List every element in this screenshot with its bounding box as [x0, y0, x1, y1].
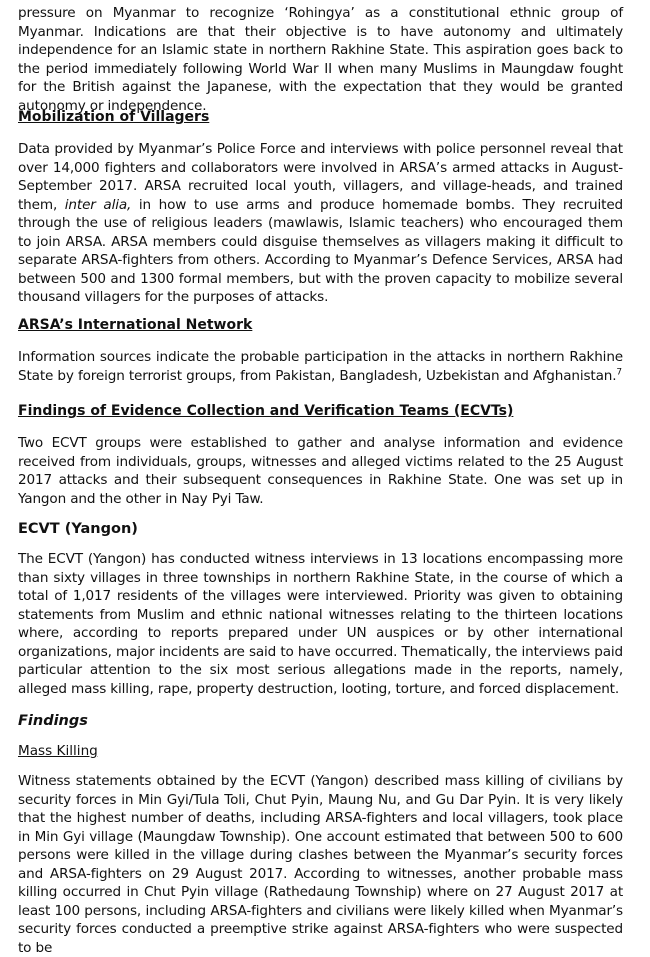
- network-paragraph: [18, 348, 623, 385]
- mass-killing-paragraph: Witness statements obtained by the ECVT (Yangon) described mass killing of civilians by security forces in Min Gyi/Tula Toli, Chut Pyin, Maung Nu, and Gu Dar Pyin. It is very likely that the highest number of deaths, including ARSA-fighters and local villagers, took place in Min Gyi village (Maungdaw Township). One account estimated that between 500 to 600 persons were killed in the village during clashes between the Myanmar’s security forces and ARSA-fighters on 29 August 2017. According to witnesses, another probable mass killing occurred in Chut Pyin village (Rathedaung Township) where on 27 August 2017 at least 100 persons, including ARSA-fighters and civilians were likely killed when Myanmar’s security forces conducted a preemptive strike against ARSA-fighters who were suspected to be: [18, 773, 623, 956]
- mass-killing-heading: Mass Killing: [18, 743, 98, 759]
- mobilization-italic: inter alia,: [64, 196, 132, 213]
- footnote-marker: 7: [616, 366, 622, 377]
- mobilization-text-2: in how to use arms and produce homemade bombs. They recruited through the use of religious leaders (mawlawis, Islamic teachers) who encouraged them to join ARSA. ARSA members could disguise themselves as villagers making it difficult to separate ARSA-fighters from others. According to Myanmar’s Defence Services, ARSA had between 500 and 1300 formal members, but with the proven capacity to mobilize several thousand villagers for the purposes of attacks.: [18, 196, 624, 305]
- ecvt-yangon-heading: ECVT (Yangon): [18, 521, 138, 537]
- ecvt-findings-heading: Findings of Evidence Collection and Verification Teams (ECVTs): [18, 403, 514, 419]
- intro-paragraph: pressure on Myanmar to recognize ‘Rohingya’ as a constitutional ethnic group of Myanmar. Indications are that their objective is to have autonomy and ultimately independence for an Islamic state in northern Rakhine State. This aspiration goes back to the period immediately following World War II when many Muslims in Maungdaw fought for the British against the Japanese, with the expectation that they would be granted autonomy or independence.: [18, 5, 623, 114]
- network-text: Information sources indicate the probable participation in the attacks in northern Rakhine State by foreign terrorist groups, from Pakistan, Bangladesh, Uzbekistan and Afghanistan.: [18, 349, 623, 384]
- mobilization-text-1: Data provided by Myanmar’s Police Force and interviews with police personnel reveal that over 14,000 fighters and collaborators were involved in ARSA’s armed attacks in August-September 2017. ARSA recruited local youth, villagers, and village-heads, and trained them,: [18, 141, 623, 213]
- findings-heading: Findings: [18, 713, 88, 729]
- ecvt-findings-paragraph: Two ECVT groups were established to gather and analyse information and evidence received from individuals, groups, witnesses and alleged victims related to the 25 August 2017 attacks and their subsequent consequences in Rakhine State. One was set up in Yangon and the other in Nay Pyi Taw.: [18, 435, 623, 507]
- mobilization-heading: Mobilization of Villagers: [18, 109, 210, 125]
- ecvt-yangon-paragraph: The ECVT (Yangon) has conducted witness interviews in 13 locations encompassing more than sixty villages in three townships in northern Rakhine State, in the course of which a total of 1,017 residents of the villages were interviewed. Priority was given to obtaining statements from Muslim and ethnic national witnesses relating to the thirteen locations where, according to reports prepared under UN auspices or by other international organizations, major incidents are said to have occurred. Thematically, the interviews paid particular attention to the six most serious allegations made in the reports, namely, alleged mass killing, rape, property destruction, looting, torture, and forced displacement.: [18, 551, 623, 697]
- network-heading: ARSA’s International Network: [18, 317, 253, 333]
- mobilization-paragraph: [18, 140, 623, 307]
